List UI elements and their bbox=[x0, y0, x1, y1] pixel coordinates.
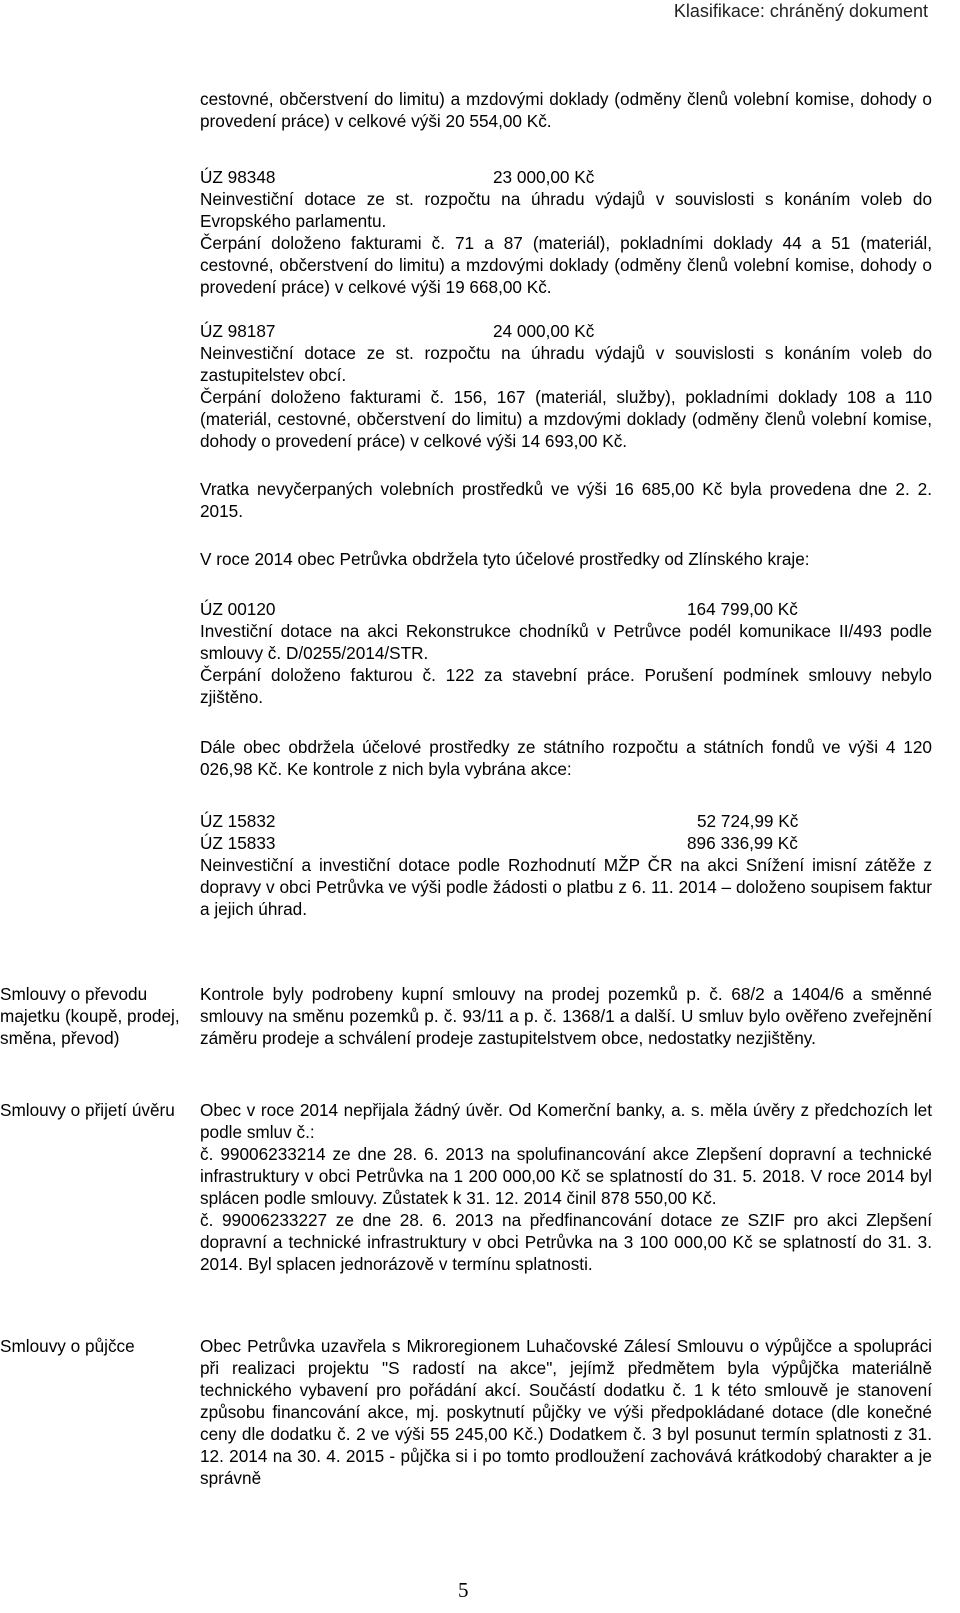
zlin-intro: V roce 2014 obec Petrůvka obdržela tyto účelové prostředky od Zlínského kraje: bbox=[200, 549, 810, 569]
grant-drawdown: Čerpání doloženo fakturami č. 71 a 87 (materiál), pokladními doklady 44 a 51 (materiál, cestovné, občerstvení do limitu) a mzdovými doklady (odměny členů volební komise, dohody o provedení práce) v celkové výši 19 668,00 Kč. bbox=[200, 233, 932, 297]
section-text-borrowing: Obec Petrůvka uzavřela s Mikroregionem Luhačovské Zálesí Smlouvu o výpůjčce a spolupráci při realizaci projektu "S radostí na akce", jejímž předmětem byla výpůjčka materiálně technického vybavení pro pořádání akcí. Součástí dodatku č. 1 k této smlouvě je stanovení způsobu financování akce, mj. poskytnutí půjčky ve výši předpokládané dotace (dle konečné ceny dle dodatku č. 2 ve výši 55 245,00 Kč.) Dodatkem č. 3 byl posunut termín splatnosti z 31. 12. 2014 na 30. 4. 2015 - půjčka si i po tomto prodloužení zachovává krátkodobý charakter a je správně bbox=[200, 1336, 932, 1488]
grant-amount: 896 336,99 Kč bbox=[687, 833, 798, 853]
grant-amount: 52 724,99 Kč bbox=[697, 811, 799, 831]
section-text-loan-acceptance bbox=[200, 1099, 932, 1275]
intro-continuation: cestovné, občerstvení do limitu) a mzdovými doklady (odměny členů volební komise, dohody o provedení práce) v celkové výši 20 554,00 Kč. bbox=[200, 89, 932, 131]
grant-block-98348 bbox=[200, 166, 932, 298]
grant-amount: 164 799,00 Kč bbox=[687, 599, 798, 619]
grant-block-15832-15833 bbox=[200, 810, 932, 920]
grant-code: ÚZ 15832 bbox=[200, 811, 276, 831]
grant-code: ÚZ 15833 bbox=[200, 833, 276, 853]
classification-header: Klasifikace: chráněný dokument bbox=[673, 1, 928, 21]
grant-block-00120 bbox=[200, 598, 932, 708]
section-text-property-transfer: Kontrole byly podrobeny kupní smlouvy na prodej pozemků p. č. 68/2 a 1404/6 a směnné smlouvy na směnu pozemků p. č. 93/11 a p. č. 1368/1 a další. U smluv bylo ověřeno zveřejnění záměru prodeje a schválení prodeje zastupitelstvem obce, nedostatky nezjištěny. bbox=[200, 984, 932, 1048]
grant-description: Neinvestiční dotace ze st. rozpočtu na úhradu výdajů v souvislosti s konáním voleb do zastupitelstev obcí. bbox=[200, 343, 932, 385]
state-intro: Dále obec obdržela účelové prostředky ze státního rozpočtu a státních fondů ve výši 4 120 026,98 Kč. Ke kontrole z nich byla vybrána akce: bbox=[200, 737, 932, 779]
grant-description: Neinvestiční dotace ze st. rozpočtu na úhradu výdajů v souvislosti s konáním voleb do Evropského parlamentu. bbox=[200, 189, 932, 231]
grant-drawdown: Čerpání doloženo fakturou č. 122 za stavební práce. Porušení podmínek smlouvy nebylo zjištěno. bbox=[200, 665, 932, 707]
loan-intro: Obec v roce 2014 nepřijala žádný úvěr. Od Komerční banky, a. s. měla úvěry z předchozích let podle smluv č.: bbox=[200, 1100, 932, 1142]
grant-code: ÚZ 98348 bbox=[200, 167, 276, 187]
grant-amount: 23 000,00 Kč bbox=[493, 167, 595, 187]
loan-contract-1: č. 99006233214 ze dne 28. 6. 2013 na spolufinancování akce Zlepšení dopravní a technické infrastruktury v obci Petrůvka na 1 200 000,00 Kč se splatností do 31. 5. 2018. V roce 2014 byl splácen podle smlouvy. Zůstatek k 31. 12. 2014 činil 878 550,00 Kč. bbox=[200, 1144, 932, 1208]
section-label-borrowing: Smlouvy o půjčce bbox=[0, 1336, 135, 1356]
grant-code: ÚZ 98187 bbox=[200, 321, 276, 341]
document-body bbox=[200, 88, 932, 920]
section-label-loan-acceptance: Smlouvy o přijetí úvěru bbox=[0, 1100, 175, 1120]
loan-contract-2: č. 99006233227 ze dne 28. 6. 2013 na předfinancování dotace ze SZIF pro akci Zlepšení dopravní a technické infrastruktury v obci Petrůvka na 3 100 000,00 Kč se splatností do 31. 3. 2014. Byl splacen jednorázově v termínu splatnosti. bbox=[200, 1210, 932, 1274]
section-label-property-transfer: Smlouvy o převodu majetku (koupě, prodej, směna, převod) bbox=[0, 984, 180, 1048]
grant-description: Investiční dotace na akci Rekonstrukce chodníků v Petrůvce podél komunikace II/493 podle smlouvy č. D/0255/2014/STR. bbox=[200, 621, 932, 663]
grant-drawdown: Čerpání doloženo fakturami č. 156, 167 (materiál, služby), pokladními doklady 108 a 110 (materiál, cestovné, občerstvení do limitu) a mzdovými doklady (odměny členů volební komise, dohody o provedení práce) v celkové výši 14 693,00 Kč. bbox=[200, 387, 932, 451]
grant-amount: 24 000,00 Kč bbox=[493, 321, 595, 341]
grant-description: Neinvestiční a investiční dotace podle Rozhodnutí MŽP ČR na akci Snížení imisní zátěže z dopravy v obci Petrůvka ve výši podle žádosti o platbu z 6. 11. 2014 – doloženo soupisem faktur a jejich úhrad. bbox=[200, 855, 932, 919]
page-number: 5 bbox=[458, 1578, 469, 1602]
grant-block-98187 bbox=[200, 320, 932, 452]
refund-paragraph: Vratka nevyčerpaných volebních prostředků ve výši 16 685,00 Kč byla provedena dne 2. 2. 2015. bbox=[200, 479, 932, 521]
grant-code: ÚZ 00120 bbox=[200, 599, 276, 619]
